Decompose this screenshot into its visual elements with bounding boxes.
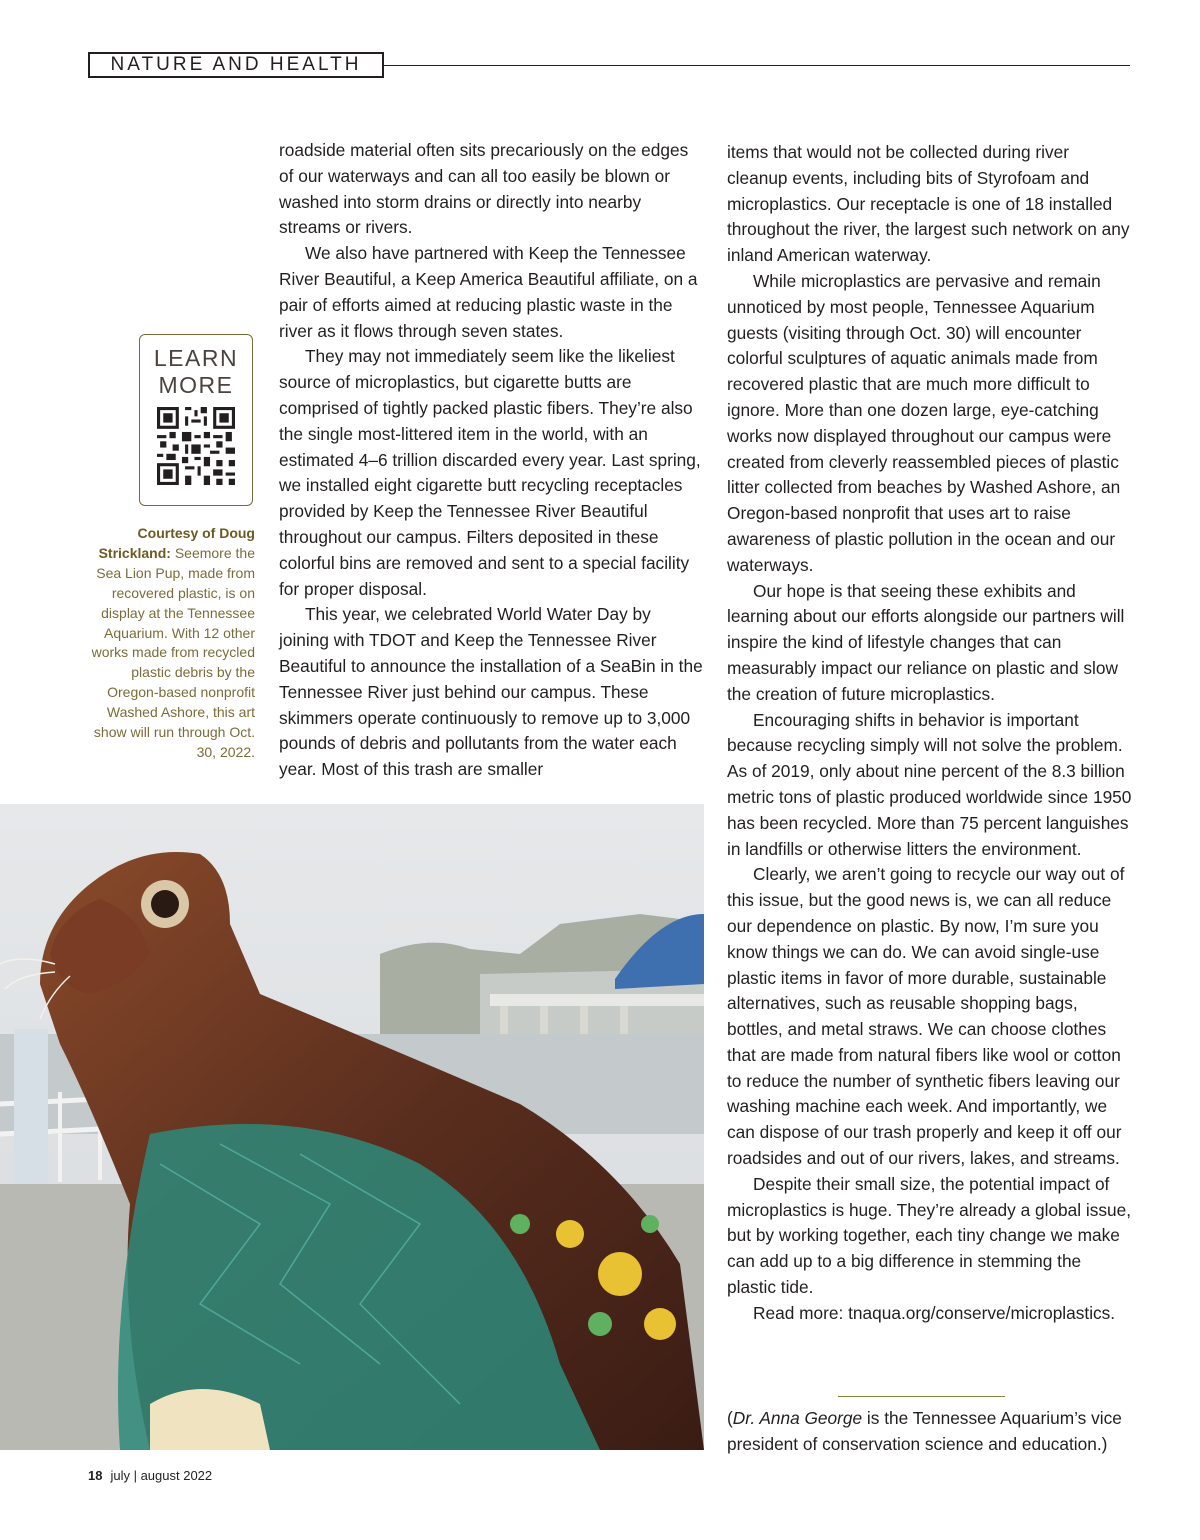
issue-date: july | august 2022: [110, 1468, 213, 1483]
paragraph: Despite their small size, the potential impact of microplastics is huge. They’re already a global issue, but by working together, each tiny change we make can add up to a big difference in stemming the plastic tide.: [727, 1173, 1132, 1298]
author-name: Dr. Anna George: [732, 1408, 863, 1428]
byline-rule: [838, 1396, 1005, 1397]
caption-text: Seemore the Sea Lion Pup, made from recovered plastic, is on display at the Tennessee Aquarium. With 12 other works made from recycled plastic debris by the Oregon-based nonprofit Washed Ashore, this art show will run through Oct. 30, 2022.: [91, 544, 255, 760]
learn-more-line2: MORE: [158, 372, 234, 398]
sea-lion-sculpture-photo: [0, 804, 704, 1450]
author-open-paren: (: [727, 1408, 733, 1428]
paragraph: roadside material often sits precariously on the edges of our waterways and can all too easily be blown or washed into storm drains or directly into nearby streams or rivers.: [279, 140, 689, 238]
paragraph: This year, we celebrated World Water Day by joining with TDOT and Keep the Tennessee River Beautiful to announce the installation of a SeaBin in the Tennessee River just behind our campus. These skimmers operate continuously to remove up to 3,000 pounds of debris and pollutants from the water each year. Most of this trash are smaller: [279, 604, 703, 780]
learn-more-box[interactable]: [139, 334, 253, 506]
page-footer: [88, 1468, 212, 1483]
author-note: [727, 1406, 1137, 1458]
learn-more-line1: LEARN: [153, 345, 239, 371]
paragraph: While microplastics are pervasive and remain unnoticed by most people, Tennessee Aquarium guests (visiting through Oct. 30) will encounter colorful sculptures of aquatic animals made from recovered plastic that are much more difficult to ignore. More than one dozen large, eye-catching works now displayed throughout our campus were created from cleverly reassembled pieces of plastic litter collected from beaches by Washed Ashore, an Oregon-based nonprofit that uses art to raise awareness of plastic pollution in the ocean and our waterways.: [727, 270, 1121, 575]
learn-more-title: [140, 345, 252, 399]
paragraph: We also have partnered with Keep the Tennessee River Beautiful, a Keep America Beautiful affiliate, on a pair of efforts aimed at reducing plastic waste in the river as it flows through seven states.: [279, 243, 698, 341]
page-number: 18: [88, 1468, 103, 1483]
photo-caption: [84, 524, 255, 763]
article-column-1: [279, 138, 703, 783]
paragraph: Encouraging shifts in behavior is important because recycling simply will not solve the problem. As of 2019, only about nine percent of the 8.3 billion metric tons of plastic produced worldwide since 1950 has been recycled. More than 75 percent languishes in landfills or otherwise litters the environment.: [727, 709, 1132, 859]
paragraph: items that would not be collected during river cleanup events, including bits of Styrofoam and microplastics. Our receptacle is one of 18 installed throughout the river, the largest such network on any inland American waterway.: [727, 142, 1130, 266]
section-label: NATURE AND HEALTH: [88, 52, 384, 78]
caption-credit: Courtesy of Doug Strickland:: [98, 525, 255, 561]
read-more-line: Read more: tnaqua.org/conserve/microplastics.: [753, 1302, 1116, 1323]
author-rest: is the Tennessee Aquarium’s vice president of conservation science and education.): [727, 1408, 1122, 1454]
qr-code-icon[interactable]: [157, 407, 235, 485]
paragraph: Our hope is that seeing these exhibits and learning about our efforts alongside our partners will inspire the kind of lifestyle changes that can measurably impact our reliance on plastic and slow the creation of future microplastics.: [727, 580, 1125, 704]
article-column-2: [727, 140, 1133, 1327]
paragraph: Clearly, we aren’t going to recycle our way out of this issue, but the good news is, we can all reduce our dependence on plastic. By now, I’m sure you know things we can do. We can avoid single-use plastic items in favor of more durable, sustainable alternatives, such as reusable shopping bags, bottles, and metal straws. We can choose clothes that are made from natural fibers like wool or cotton to reduce the number of synthetic fibers leaving our washing machine each week. And importantly, we can dispose of our trash properly and keep it off our roadsides and out of our rivers, lakes, and streams.: [727, 864, 1125, 1169]
paragraph: They may not immediately seem like the likeliest source of microplastics, but cigarette butts are comprised of tightly packed plastic fibers. They’re also the single most-littered item in the world, with an estimated 4–6 trillion discarded every year. Last spring, we installed eight cigarette butt recycling receptacles provided by Keep the Tennessee River Beautiful throughout our campus. Filters deposited in these colorful bins are removed and sent to a special facility for proper disposal.: [279, 346, 701, 599]
